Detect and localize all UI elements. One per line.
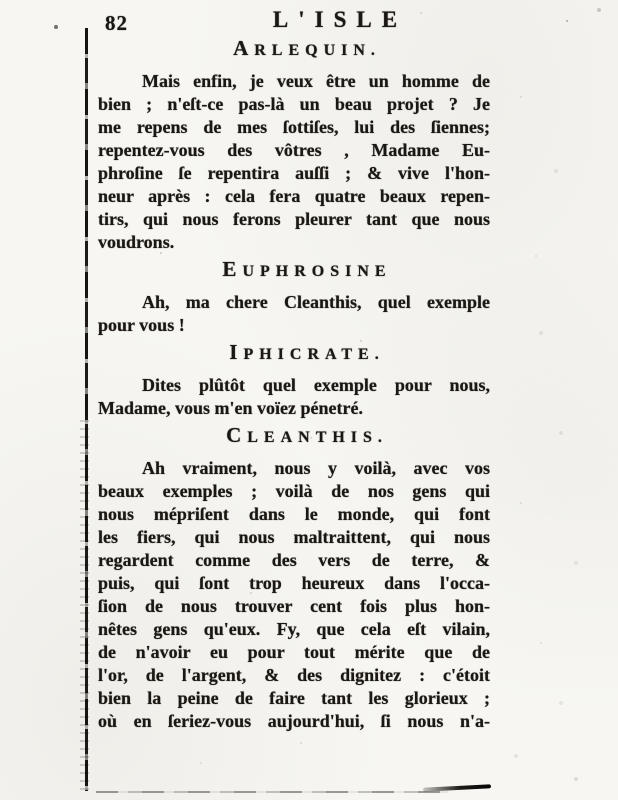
- text-line: me repens de mes ſottiſes, lui des ſiennes;: [98, 117, 490, 137]
- bottom-scan-line: [96, 791, 448, 793]
- text-line: repentez-vous des vôtres , Madame Eu-: [98, 140, 490, 160]
- text-line: voudrons.: [98, 232, 175, 252]
- speaker-heading-euphrosine: EUPHROSINE: [222, 257, 392, 281]
- gutter-shadow-line: [85, 28, 88, 791]
- text-line: l'or, de l'argent, & des dignitez : c'étoit: [98, 665, 490, 685]
- text-line: Ah, ma chere Cleanthis, quel exemple: [142, 292, 490, 312]
- text-line: Mais enfin, je veux être un homme de: [142, 71, 490, 91]
- text-line: Madame, vous m'en voïez pénetré.: [98, 398, 363, 418]
- text-line: où en ſeriez-vous aujourd'hui, ſi nous n'a-: [98, 711, 490, 731]
- running-title: L'ISLE: [272, 7, 408, 32]
- text-line: bien ; n'eſt-ce pas-là un beau projet ? Je: [98, 94, 490, 114]
- text-line: puis, qui ſont trop heureux dans l'occa-: [98, 573, 490, 593]
- speaker-heading-iphicrate: IPHICRATE.: [229, 340, 385, 364]
- scan-noise-specks: [0, 0, 2, 2]
- page-number: 82: [105, 11, 128, 35]
- text-line: pour vous !: [98, 315, 185, 335]
- text-line: ſion de nous trouver cent fois plus hon-: [98, 596, 490, 616]
- text-line: neur après : cela fera quatre beaux repen-: [98, 186, 490, 206]
- speaker-heading-arlequin: ARLEQUIN.: [233, 36, 381, 60]
- text-line: phroſine ſe repentira auſſi ; & vive l'hon-: [98, 163, 490, 183]
- text-line: de n'avoir eu pour tout mérite que de: [98, 642, 490, 662]
- text-line: les fiers, qui nous maltraittent, qui nous: [98, 527, 490, 547]
- text-line: Dites plûtôt quel exemple pour nous,: [142, 375, 490, 395]
- ink-smudge: [423, 784, 491, 792]
- text-line: nêtes gens qu'eux. Fy, que cela eſt vilain,: [98, 619, 490, 639]
- speaker-heading-cleanthis: CLEANTHIS.: [226, 423, 388, 447]
- text-line: Ah vraiment, nous y voilà, avec vos: [142, 458, 490, 478]
- text-line: beaux exemples ; voilà de nos gens qui: [98, 481, 490, 501]
- text-line: bien la peine de faire tant les glorieux ;: [98, 688, 490, 708]
- text-column: [98, 38, 490, 733]
- text-line: regardent comme des vers de terre, &: [98, 550, 490, 570]
- text-line: tirs, qui nous ferons pleurer tant que nous: [98, 209, 490, 229]
- text-line: nous mépriſent dans le monde, qui font: [98, 504, 490, 524]
